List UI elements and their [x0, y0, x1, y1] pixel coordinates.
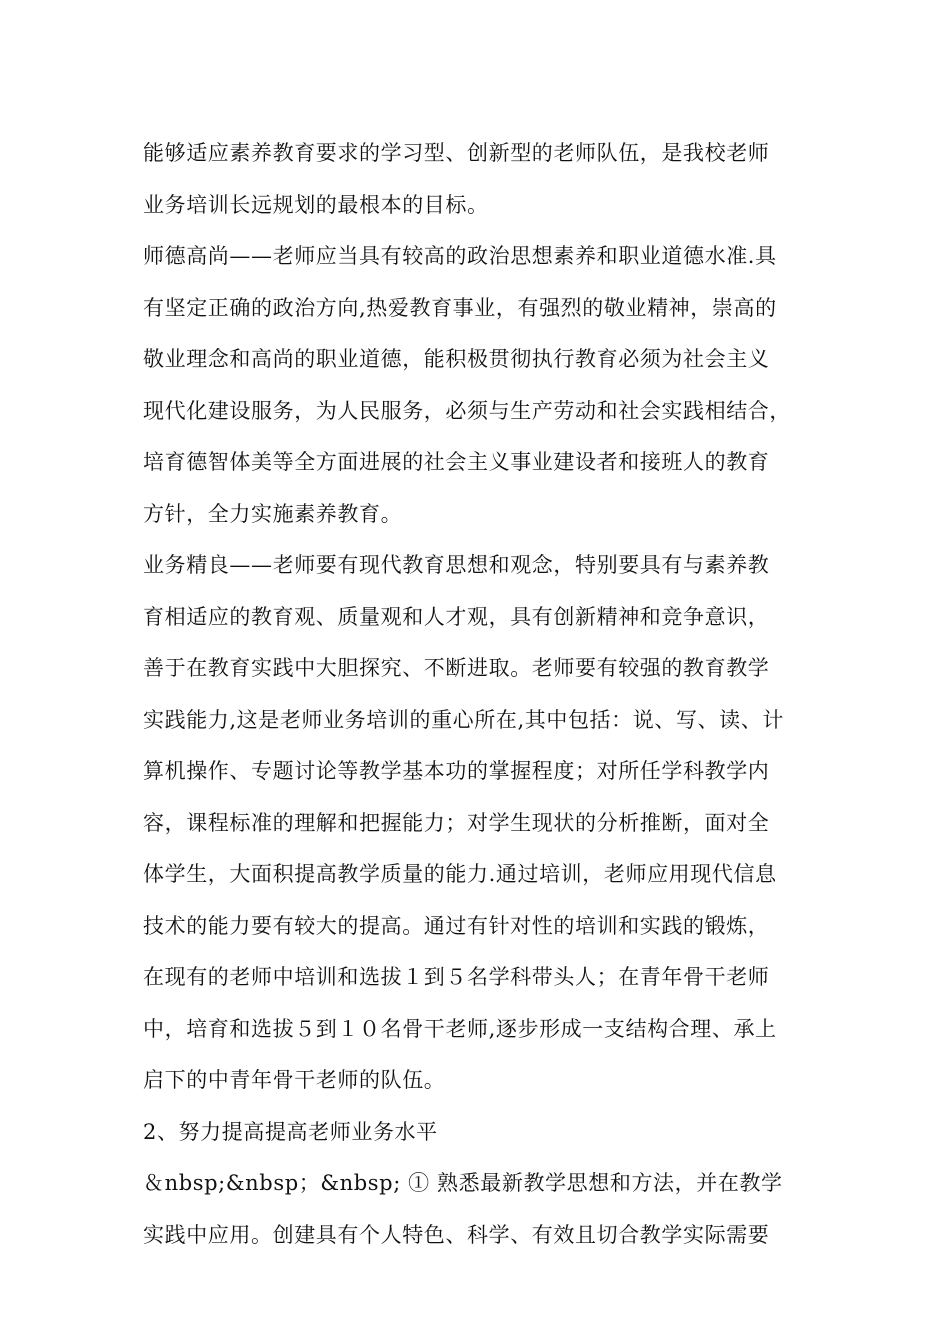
text-line: ＆nbsp;&nbsp；&nbsp; ① 熟悉最新教学思想和方法，并在教学: [143, 1171, 783, 1195]
text-line: 业务培训长远规划的最根本的目标。: [143, 192, 489, 217]
text-line: 方针，全力实施素养教育。: [143, 501, 403, 526]
text-line: 实践能力,这是老师业务培训的重心所在,其中包括：说、写、读、计: [143, 707, 784, 732]
text-line: 容，课程标准的理解和把握能力；对学生现状的分析推断，面对全: [143, 810, 770, 835]
text-line: 敬业理念和高尚的职业道德，能积极贯彻执行教育必须为社会主义: [143, 347, 770, 371]
text-line: 实践中应用。创建具有个人特色、科学、有效且切合教学实际需要: [143, 1222, 770, 1247]
text-line: 中，培育和选拔５到１０名骨干老师,逐步形成一支结构合理、承上: [143, 1016, 777, 1041]
text-line: 育相适应的教育观、质量观和人才观，具有创新精神和竞争意识，: [143, 604, 770, 629]
text-line: 能够适应素养教育要求的学习型、创新型的老师队伍，是我校老师: [143, 141, 770, 165]
text-line: 现代化建设服务，为人民服务，必须与生产劳动和社会实践相结合，: [143, 398, 791, 423]
text-line: 技术的能力要有较大的提高。通过有针对性的培训和实践的锻炼，: [143, 913, 770, 938]
text-line: 师德高尚——老师应当具有较高的政治思想素养和职业道德水准.具: [143, 244, 777, 268]
text-line: 算机操作、专题讨论等教学基本功的掌握程度；对所任学科教学内: [143, 759, 770, 783]
text-line: 体学生，大面积提高教学质量的能力.通过培训，老师应用现代信息: [143, 862, 777, 886]
text-line: 业务精良——老师要有现代教育思想和观念，特别要具有与素养教: [143, 553, 770, 577]
document-body: [143, 128, 823, 1261]
text-line: 有坚定正确的政治方向,热爱教育事业，有强烈的敬业精神，崇高的: [143, 295, 777, 320]
text-line: 培育德智体美等全方面进展的社会主义事业建设者和接班人的教育: [143, 450, 770, 474]
text-line: 在现有的老师中培训和选拔１到５名学科带头人；在青年骨干老师: [143, 965, 770, 989]
text-line: 启下的中青年骨干老师的队伍。: [143, 1068, 446, 1092]
text-line: 善于在教育实践中大胆探究、不断进取。老师要有较强的教育教学: [143, 656, 770, 680]
section-heading: 2、努力提高提高老师业务水平: [143, 1119, 438, 1144]
